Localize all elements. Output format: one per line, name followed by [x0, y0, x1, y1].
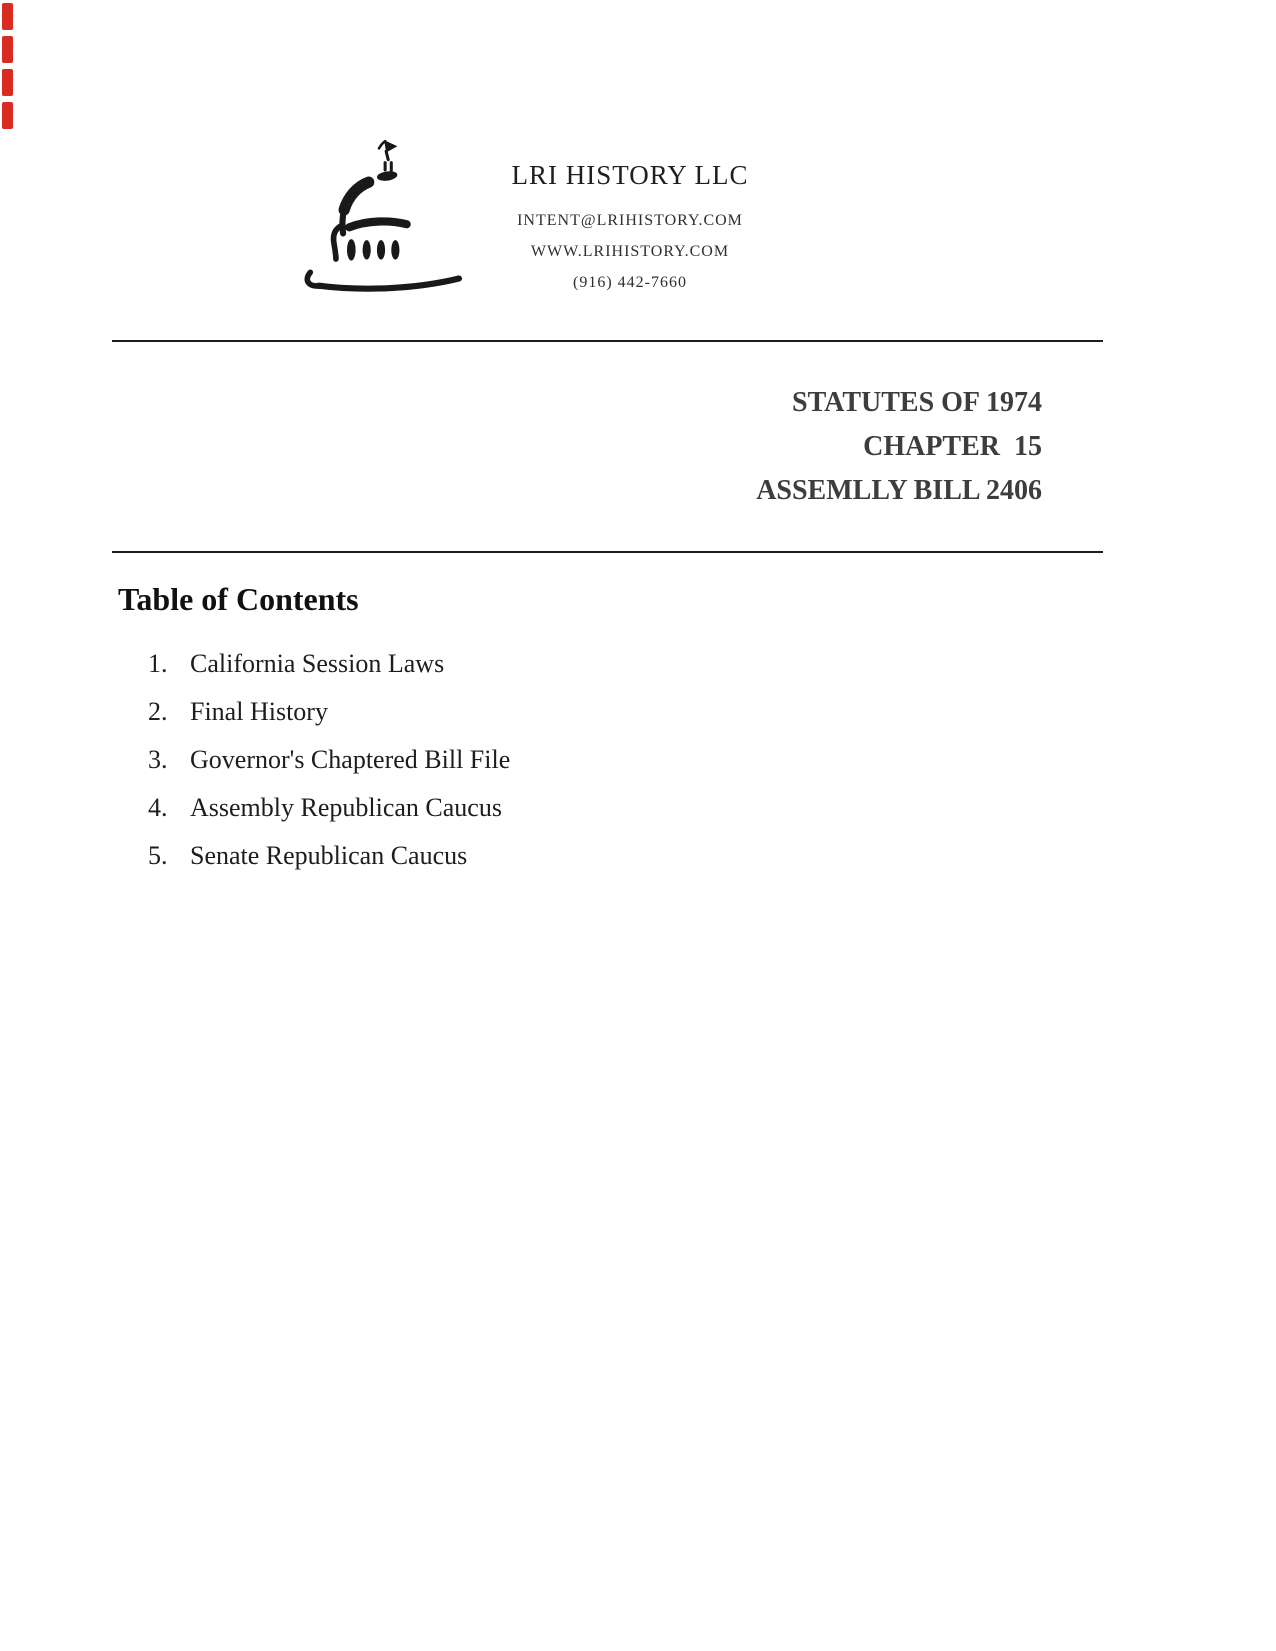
toc-item — [148, 746, 510, 774]
scan-artifact-dash — [2, 102, 13, 129]
letterhead — [430, 160, 830, 298]
toc-heading: Table of Contents — [118, 581, 359, 617]
toc-item-label: California Session Laws — [190, 649, 445, 678]
toc-item-label: Assembly Republican Caucus — [190, 793, 502, 822]
scan-artifact-dash — [2, 69, 13, 96]
bill-line: ASSEMLLY BILL 2406 — [756, 475, 1042, 506]
toc-list — [148, 650, 510, 890]
bill-reference-block — [756, 381, 1042, 513]
toc-item-label: Governor's Chaptered Bill File — [190, 745, 511, 774]
toc-item-number: 1. — [148, 649, 168, 678]
company-website: WWW.LRIHISTORY.COM — [530, 243, 730, 260]
toc-item — [148, 842, 510, 870]
toc-item — [148, 698, 510, 726]
toc-item-label: Final History — [190, 697, 328, 726]
toc-item-number: 2. — [148, 697, 168, 726]
horizontal-rule-bottom — [112, 551, 1103, 553]
horizontal-rule-top — [112, 340, 1103, 342]
chapter-line: CHAPTER 15 — [863, 431, 1042, 462]
toc-item-label: Senate Republican Caucus — [190, 841, 468, 870]
scan-artifact-dash — [2, 36, 13, 63]
toc-item — [148, 650, 510, 678]
toc-item-number: 3. — [148, 745, 168, 774]
toc-item — [148, 794, 510, 822]
company-name: LRI HISTORY LLC — [511, 160, 749, 190]
company-email: INTENT@LRIHISTORY.COM — [517, 212, 743, 229]
toc-item-number: 4. — [148, 793, 168, 822]
statutes-line: STATUTES OF 1974 — [792, 387, 1042, 418]
toc-item-number: 5. — [148, 841, 168, 870]
company-phone: (916) 442-7660 — [573, 274, 687, 291]
scan-artifact-dash — [2, 3, 13, 30]
scan-artifact-marks — [2, 3, 13, 135]
